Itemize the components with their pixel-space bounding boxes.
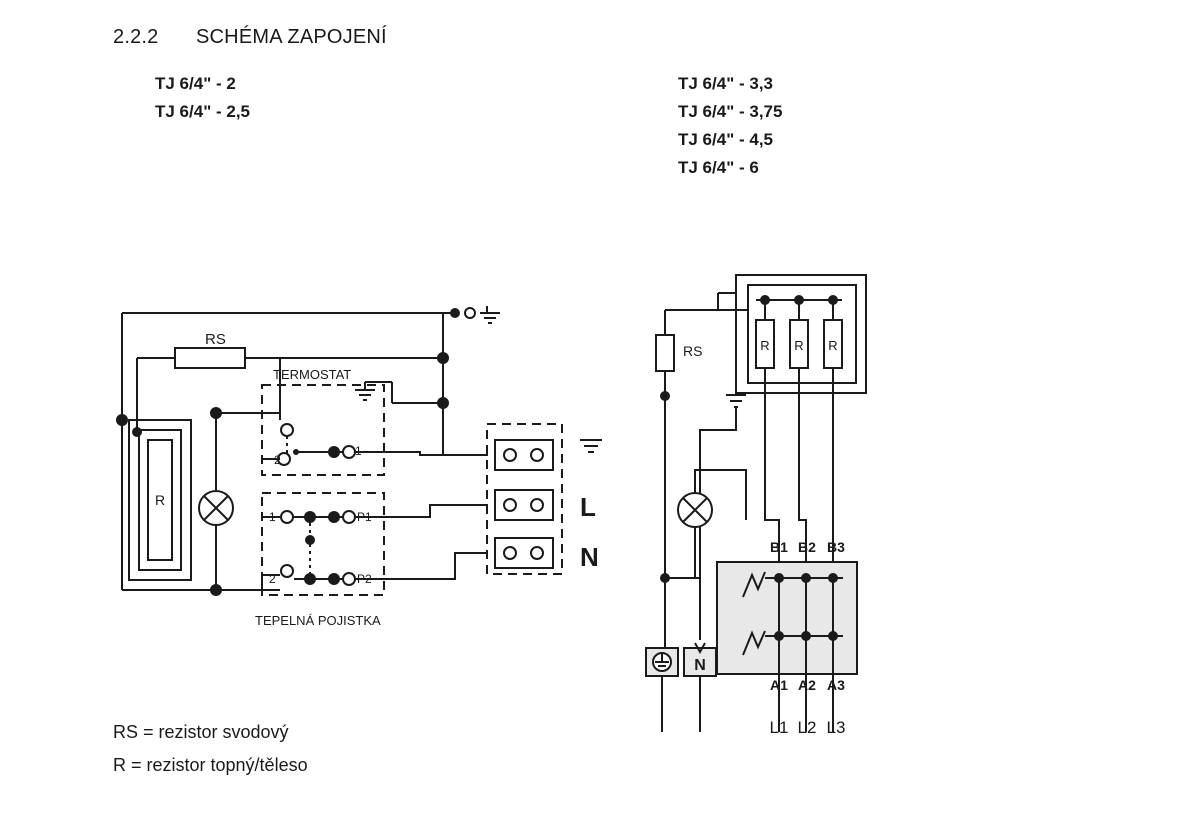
node-dot — [293, 449, 299, 455]
node-dot — [116, 414, 128, 426]
node-dot — [660, 391, 670, 401]
label-b3: B3 — [827, 539, 845, 555]
label-l1: L1 — [769, 718, 789, 737]
model-item: TJ 6/4" - 2,5 — [155, 102, 250, 121]
terminal-open-top — [465, 308, 475, 318]
label-r1: R — [760, 338, 770, 353]
node-dot — [794, 295, 804, 305]
component-terminal-block — [487, 424, 562, 574]
earth-icon-terminal — [580, 440, 602, 452]
fuse-terminal-p1 — [343, 511, 355, 523]
label-thermostat-2: 2 — [274, 453, 281, 467]
fuse-terminal-2 — [281, 565, 293, 577]
terminal-screw — [504, 449, 516, 461]
label-r2: R — [794, 338, 804, 353]
model-item: TJ 6/4" - 2 — [155, 74, 236, 93]
wire-p1-out — [355, 505, 488, 517]
node-dot — [450, 308, 460, 318]
label-b1: B1 — [770, 539, 788, 555]
node-dot — [828, 295, 838, 305]
label-p1: P1 — [357, 510, 372, 524]
node-dot — [210, 407, 222, 419]
label-rs-left: RS — [205, 331, 226, 348]
label-l3: L3 — [826, 718, 846, 737]
thermostat-terminal-top — [281, 424, 293, 436]
legend-rs: RS = rezistor svodový — [113, 722, 289, 742]
node-dot — [210, 584, 222, 596]
diagram-left-single-phase — [116, 306, 602, 628]
node-dot — [328, 511, 340, 523]
wire-thermostat-out — [355, 452, 488, 455]
node-dot — [304, 511, 316, 523]
fuse-terminal-1 — [281, 511, 293, 523]
terminal-screw — [504, 547, 516, 559]
model-item: TJ 6/4" - 4,5 — [678, 130, 773, 149]
label-fuse-2: 2 — [269, 572, 276, 586]
terminal-screw — [531, 547, 543, 559]
label-r3: R — [828, 338, 838, 353]
model-item: TJ 6/4" - 3,3 — [678, 74, 773, 93]
label-l2: L2 — [797, 718, 817, 737]
label-fuse-1: 1 — [269, 510, 276, 524]
page-title: SCHÉMA ZAPOJENÍ — [196, 26, 387, 48]
fuse-terminal-p2 — [343, 573, 355, 585]
node-dot — [132, 427, 142, 437]
node-dot — [760, 295, 770, 305]
thermostat-terminal-1 — [343, 446, 355, 458]
label-thermostat-1: 1 — [355, 444, 362, 458]
terminal-screw — [531, 449, 543, 461]
label-terminal-l: L — [580, 492, 596, 522]
node-dot — [437, 352, 449, 364]
label-termostat: TERMOSTAT — [273, 367, 352, 382]
model-item: TJ 6/4" - 6 — [678, 158, 759, 177]
label-r: R — [154, 492, 166, 508]
terminal-screw — [531, 499, 543, 511]
label-tepelna-pojistka: TEPELNÁ POJISTKA — [255, 613, 381, 628]
label-rs-right: RS — [683, 343, 703, 359]
earth-icon-right — [726, 395, 746, 407]
node-dot — [304, 573, 316, 585]
section-number: 2.2.2 — [113, 26, 159, 48]
label-terminal-n: N — [580, 542, 599, 572]
component-rs-resistor — [175, 348, 245, 368]
label-b2: B2 — [798, 539, 816, 555]
diagram-right-three-phase — [646, 275, 866, 737]
model-item: TJ 6/4" - 3,75 — [678, 102, 783, 121]
node-dot — [328, 446, 340, 458]
label-a2: A2 — [798, 677, 816, 693]
earth-icon-top — [480, 313, 500, 323]
node-dot — [328, 573, 340, 585]
label-p2: P2 — [357, 572, 372, 586]
legend-r: R = rezistor topný/těleso — [113, 755, 308, 775]
label-a3: A3 — [827, 677, 845, 693]
label-a1: A1 — [770, 677, 788, 693]
label-n: N — [694, 657, 706, 674]
component-rs-right — [656, 335, 674, 371]
terminal-screw — [504, 499, 516, 511]
wire-p2-out — [355, 553, 488, 579]
node-dot — [437, 397, 449, 409]
